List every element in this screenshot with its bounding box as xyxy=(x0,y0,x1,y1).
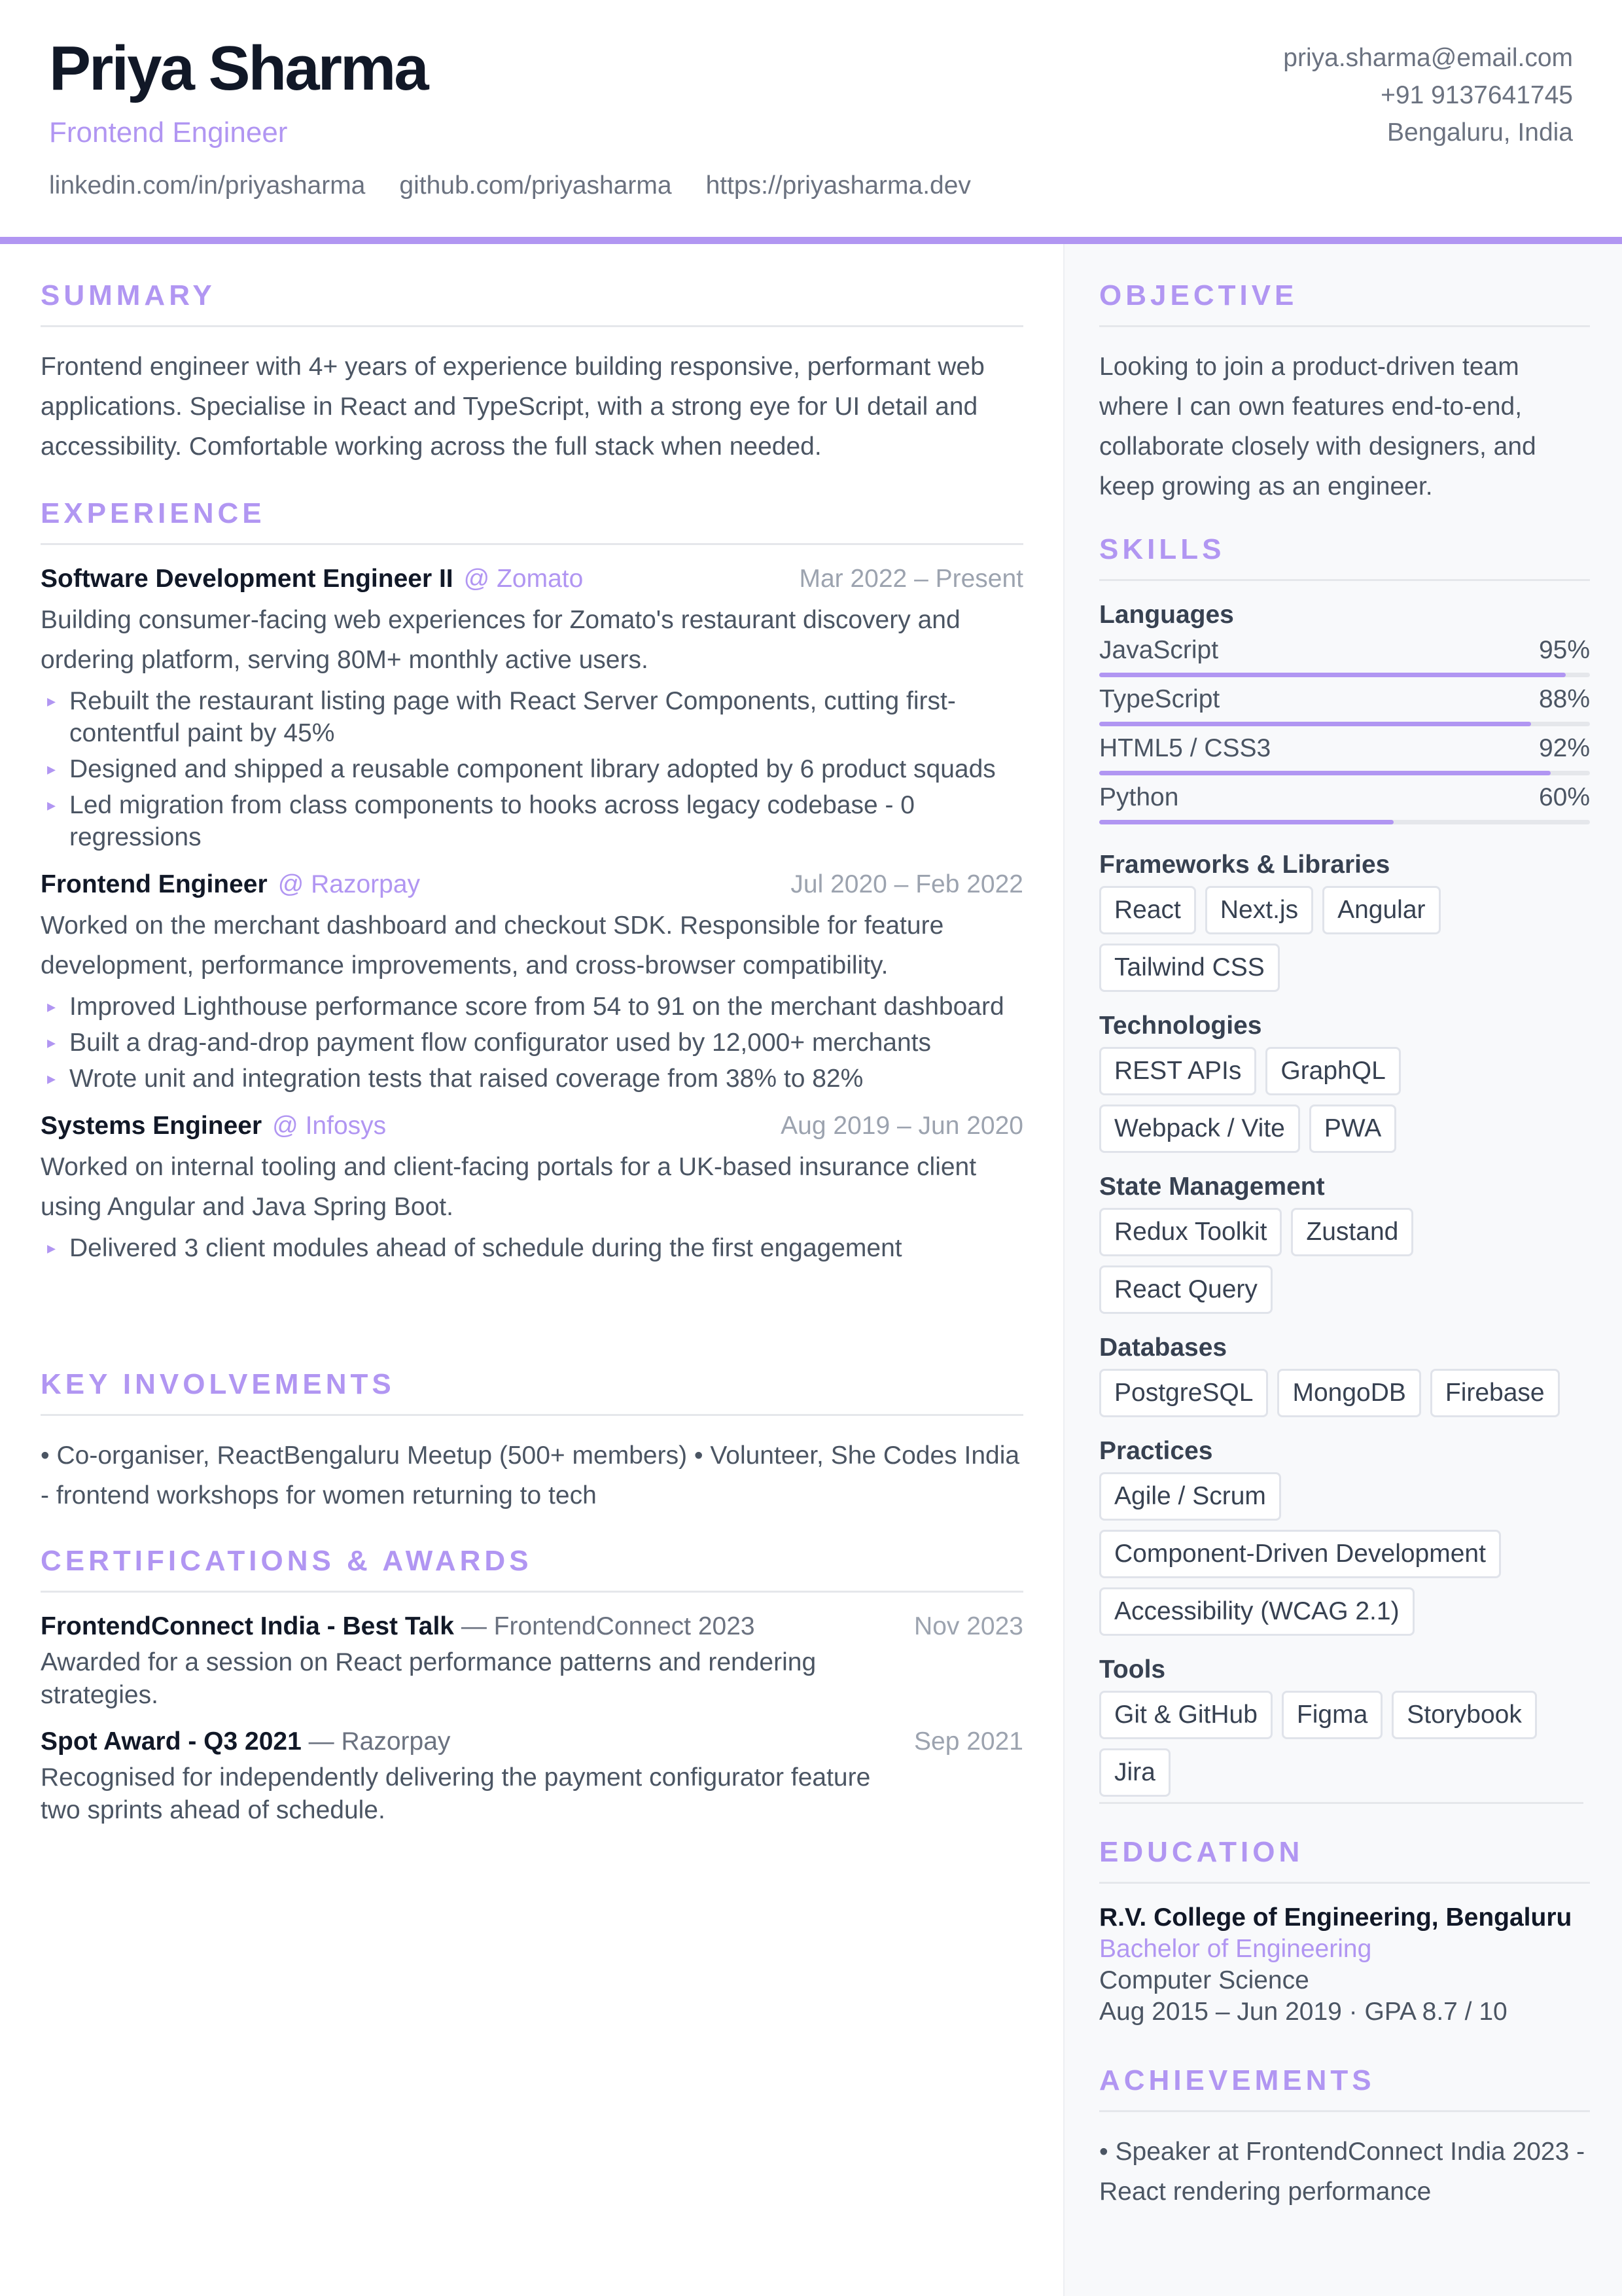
skill-groups xyxy=(1099,851,1590,1804)
skill-tag: Angular xyxy=(1322,886,1440,934)
job-entry xyxy=(41,870,1023,1095)
bullet-item: ▸ Designed and shipped a reusable component library adopted by 6 product squads xyxy=(41,753,1023,785)
skill-tag: Figma xyxy=(1282,1691,1383,1739)
website-link[interactable]: https://priyasharma.dev xyxy=(705,171,971,200)
section-title: OBJECTIVE xyxy=(1099,279,1590,327)
skill-group-label: Databases xyxy=(1099,1333,1227,1362)
section-title: EDUCATION xyxy=(1099,1836,1590,1884)
skill-tag: Git & GitHub xyxy=(1099,1691,1273,1739)
cert-description: Awarded for a session on React performance patterns and rendering strategies. xyxy=(41,1648,817,1709)
cert-name: Spot Award - Q3 2021 xyxy=(41,1727,302,1756)
job-bullets xyxy=(41,685,1023,853)
skill-bar-percent: 92% xyxy=(1538,734,1590,762)
skill-tag-list xyxy=(1099,1208,1583,1314)
job-dates: Mar 2022 – Present xyxy=(799,565,1023,593)
achievements-section xyxy=(1099,2064,1590,2212)
skill-bar-fill xyxy=(1099,722,1531,726)
certifications-section xyxy=(41,1545,1023,1843)
job-company: @ Razorpay xyxy=(277,870,421,898)
skill-group-label: State Management xyxy=(1099,1173,1325,1201)
skill-tag: Agile / Scrum xyxy=(1099,1472,1281,1521)
skill-tag: Storybook xyxy=(1392,1691,1537,1739)
skill-group-label: Frameworks & Libraries xyxy=(1099,851,1390,879)
skill-tag: PostgreSQL xyxy=(1099,1369,1268,1417)
skill-bar-fill xyxy=(1099,771,1551,775)
cert-name: FrontendConnect India - Best Talk xyxy=(41,1612,454,1640)
job-bullets xyxy=(41,1232,1023,1264)
skill-tag: Redux Toolkit xyxy=(1099,1208,1282,1256)
cert-date: Sep 2021 xyxy=(914,1727,1023,1756)
skill-bar-track xyxy=(1099,771,1590,775)
job-title: Frontend Engineer xyxy=(41,870,268,898)
section-title: KEY INVOLVEMENTS xyxy=(41,1368,1023,1416)
skill-tag: REST APIs xyxy=(1099,1047,1256,1095)
skill-tag-list xyxy=(1099,1691,1583,1804)
skill-bar-percent: 88% xyxy=(1538,685,1590,713)
involvements-text: • Co-organiser, ReactBengaluru Meetup (500+ members) • Volunteer, She Codes India - frontend workshops for women returning to tech xyxy=(41,1441,1020,1510)
skill-tag: Zustand xyxy=(1291,1208,1413,1256)
job-description: Worked on internal tooling and client-facing portals for a UK-based insurance client using Angular and Java Spring Boot. xyxy=(41,1153,977,1221)
job-bullets xyxy=(41,991,1023,1095)
linkedin-link[interactable]: linkedin.com/in/priyasharma xyxy=(49,171,366,200)
skill-group-label: Practices xyxy=(1099,1437,1213,1465)
skill-tag: PWA xyxy=(1309,1104,1396,1153)
skill-tag: React xyxy=(1099,886,1196,934)
skill-bar-fill xyxy=(1099,673,1566,677)
bullet-item: ▸ Improved Lighthouse performance score from 54 to 91 on the merchant dashboard xyxy=(41,991,1023,1023)
skill-bar-percent: 60% xyxy=(1538,783,1590,811)
summary-section xyxy=(41,279,1023,467)
skill-tag: Firebase xyxy=(1430,1369,1560,1417)
job-description: Building consumer-facing web experiences for Zomato's restaurant discovery and ordering platform, serving 80M+ monthly active users. xyxy=(41,606,961,674)
skill-bar-label: Python xyxy=(1099,783,1179,811)
github-link[interactable]: github.com/priyasharma xyxy=(399,171,672,200)
cert-issuer: — Razorpay xyxy=(301,1727,451,1756)
skill-tag-list xyxy=(1099,1047,1583,1153)
skill-tag: Webpack / Vite xyxy=(1099,1104,1300,1153)
section-title: CERTIFICATIONS & AWARDS xyxy=(41,1545,1023,1593)
header-accent-bar xyxy=(0,237,1622,244)
phone: +91 9137641745 xyxy=(1381,81,1573,109)
skill-tag: MongoDB xyxy=(1277,1369,1420,1417)
skill-group-label: Languages xyxy=(1099,601,1234,629)
edu-dates: Aug 2015 – Jun 2019 · GPA 8.7 / 10 xyxy=(1099,1998,1507,2026)
skill-bar-row xyxy=(1099,685,1590,734)
cert-entry xyxy=(41,1612,1023,1712)
skill-tag: Accessibility (WCAG 2.1) xyxy=(1099,1587,1415,1636)
bullet-item: ▸ Led migration from class components to hooks across legacy codebase - 0 regressions xyxy=(41,789,1023,853)
candidate-name: Priya Sharma xyxy=(49,33,427,103)
skill-tag: React Query xyxy=(1099,1265,1273,1314)
skill-bar-track xyxy=(1099,722,1590,726)
job-company: @ Zomato xyxy=(463,565,584,593)
education-section xyxy=(1099,1836,1590,2026)
section-title: SUMMARY xyxy=(41,279,1023,327)
section-title: ACHIEVEMENTS xyxy=(1099,2064,1590,2112)
skill-bar-row xyxy=(1099,783,1590,832)
skill-bar-row xyxy=(1099,734,1590,783)
skill-bar-fill xyxy=(1099,820,1394,824)
cert-entry xyxy=(41,1727,1023,1827)
email[interactable]: priya.sharma@email.com xyxy=(1283,44,1573,72)
job-dates: Jul 2020 – Feb 2022 xyxy=(790,870,1023,898)
job-title: Software Development Engineer II xyxy=(41,565,453,593)
bullet-item: ▸ Delivered 3 client modules ahead of schedule during the first engagement xyxy=(41,1232,1023,1264)
edu-school: R.V. College of Engineering, Bengaluru xyxy=(1099,1903,1572,1932)
bullet-item: ▸ Rebuilt the restaurant listing page with React Server Components, cutting first-contentful paint by 45% xyxy=(41,685,1023,749)
skill-group-label: Technologies xyxy=(1099,1012,1262,1040)
skill-bar-percent: 95% xyxy=(1538,636,1590,664)
skill-bar-track xyxy=(1099,673,1590,677)
location: Bengaluru, India xyxy=(1386,118,1573,147)
skill-tag: Component-Driven Development xyxy=(1099,1530,1501,1578)
achievements-text: • Speaker at FrontendConnect India 2023 - React rendering performance xyxy=(1099,2138,1585,2206)
cert-description: Recognised for independently delivering the payment configurator feature two sprints ahead of schedule. xyxy=(41,1763,871,1824)
job-company: @ Infosys xyxy=(272,1112,387,1140)
skill-group-label: Tools xyxy=(1099,1655,1166,1684)
edu-degree: Bachelor of Engineering xyxy=(1099,1935,1372,1963)
job-entry xyxy=(41,565,1023,853)
job-dates: Aug 2019 – Jun 2020 xyxy=(781,1112,1023,1140)
skill-tag-list xyxy=(1099,886,1583,992)
skill-bar-label: TypeScript xyxy=(1099,685,1220,713)
language-bars xyxy=(1099,636,1590,832)
summary-text: Frontend engineer with 4+ years of experience building responsive, performant web applications. Specialise in React and TypeScript, with a strong eye for UI detail and accessibility. Comfortable working across the full stack when needed. xyxy=(41,353,985,461)
bullet-item: ▸ Wrote unit and integration tests that raised coverage from 38% to 82% xyxy=(41,1063,1023,1095)
skill-bar-label: HTML5 / CSS3 xyxy=(1099,734,1271,762)
cert-date: Nov 2023 xyxy=(914,1612,1023,1640)
skills-section xyxy=(1099,533,1590,1824)
job-title: Systems Engineer xyxy=(41,1112,262,1140)
profile-links xyxy=(49,171,971,200)
resume-header xyxy=(0,0,1622,237)
skill-tag-list xyxy=(1099,1472,1583,1636)
objective-section xyxy=(1099,279,1590,506)
candidate-role: Frontend Engineer xyxy=(49,116,288,149)
involvements-section xyxy=(41,1368,1023,1515)
cert-issuer: — FrontendConnect 2023 xyxy=(453,1612,755,1640)
skill-bar-track xyxy=(1099,820,1590,824)
job-entry xyxy=(41,1112,1023,1264)
skill-bar-row xyxy=(1099,636,1590,685)
section-title: EXPERIENCE xyxy=(41,497,1023,545)
skill-tag: Jira xyxy=(1099,1748,1171,1797)
edu-field: Computer Science xyxy=(1099,1966,1309,1994)
skill-tag-list xyxy=(1099,1369,1583,1417)
skill-bar-label: JavaScript xyxy=(1099,636,1219,664)
experience-section xyxy=(41,497,1023,1281)
skill-tag: Next.js xyxy=(1205,886,1313,934)
bullet-item: ▸ Built a drag-and-drop payment flow configurator used by 12,000+ merchants xyxy=(41,1027,1023,1059)
objective-text: Looking to join a product-driven team where I can own features end-to-end, collaborate closely with designers, and keep growing as an engineer. xyxy=(1099,353,1536,501)
section-title: SKILLS xyxy=(1099,533,1590,581)
job-description: Worked on the merchant dashboard and checkout SDK. Responsible for feature development, performance improvements, and cross-browser compatibility. xyxy=(41,911,944,980)
contact-block xyxy=(1283,39,1573,151)
skill-tag: GraphQL xyxy=(1265,1047,1400,1095)
skill-tag: Tailwind CSS xyxy=(1099,944,1280,992)
